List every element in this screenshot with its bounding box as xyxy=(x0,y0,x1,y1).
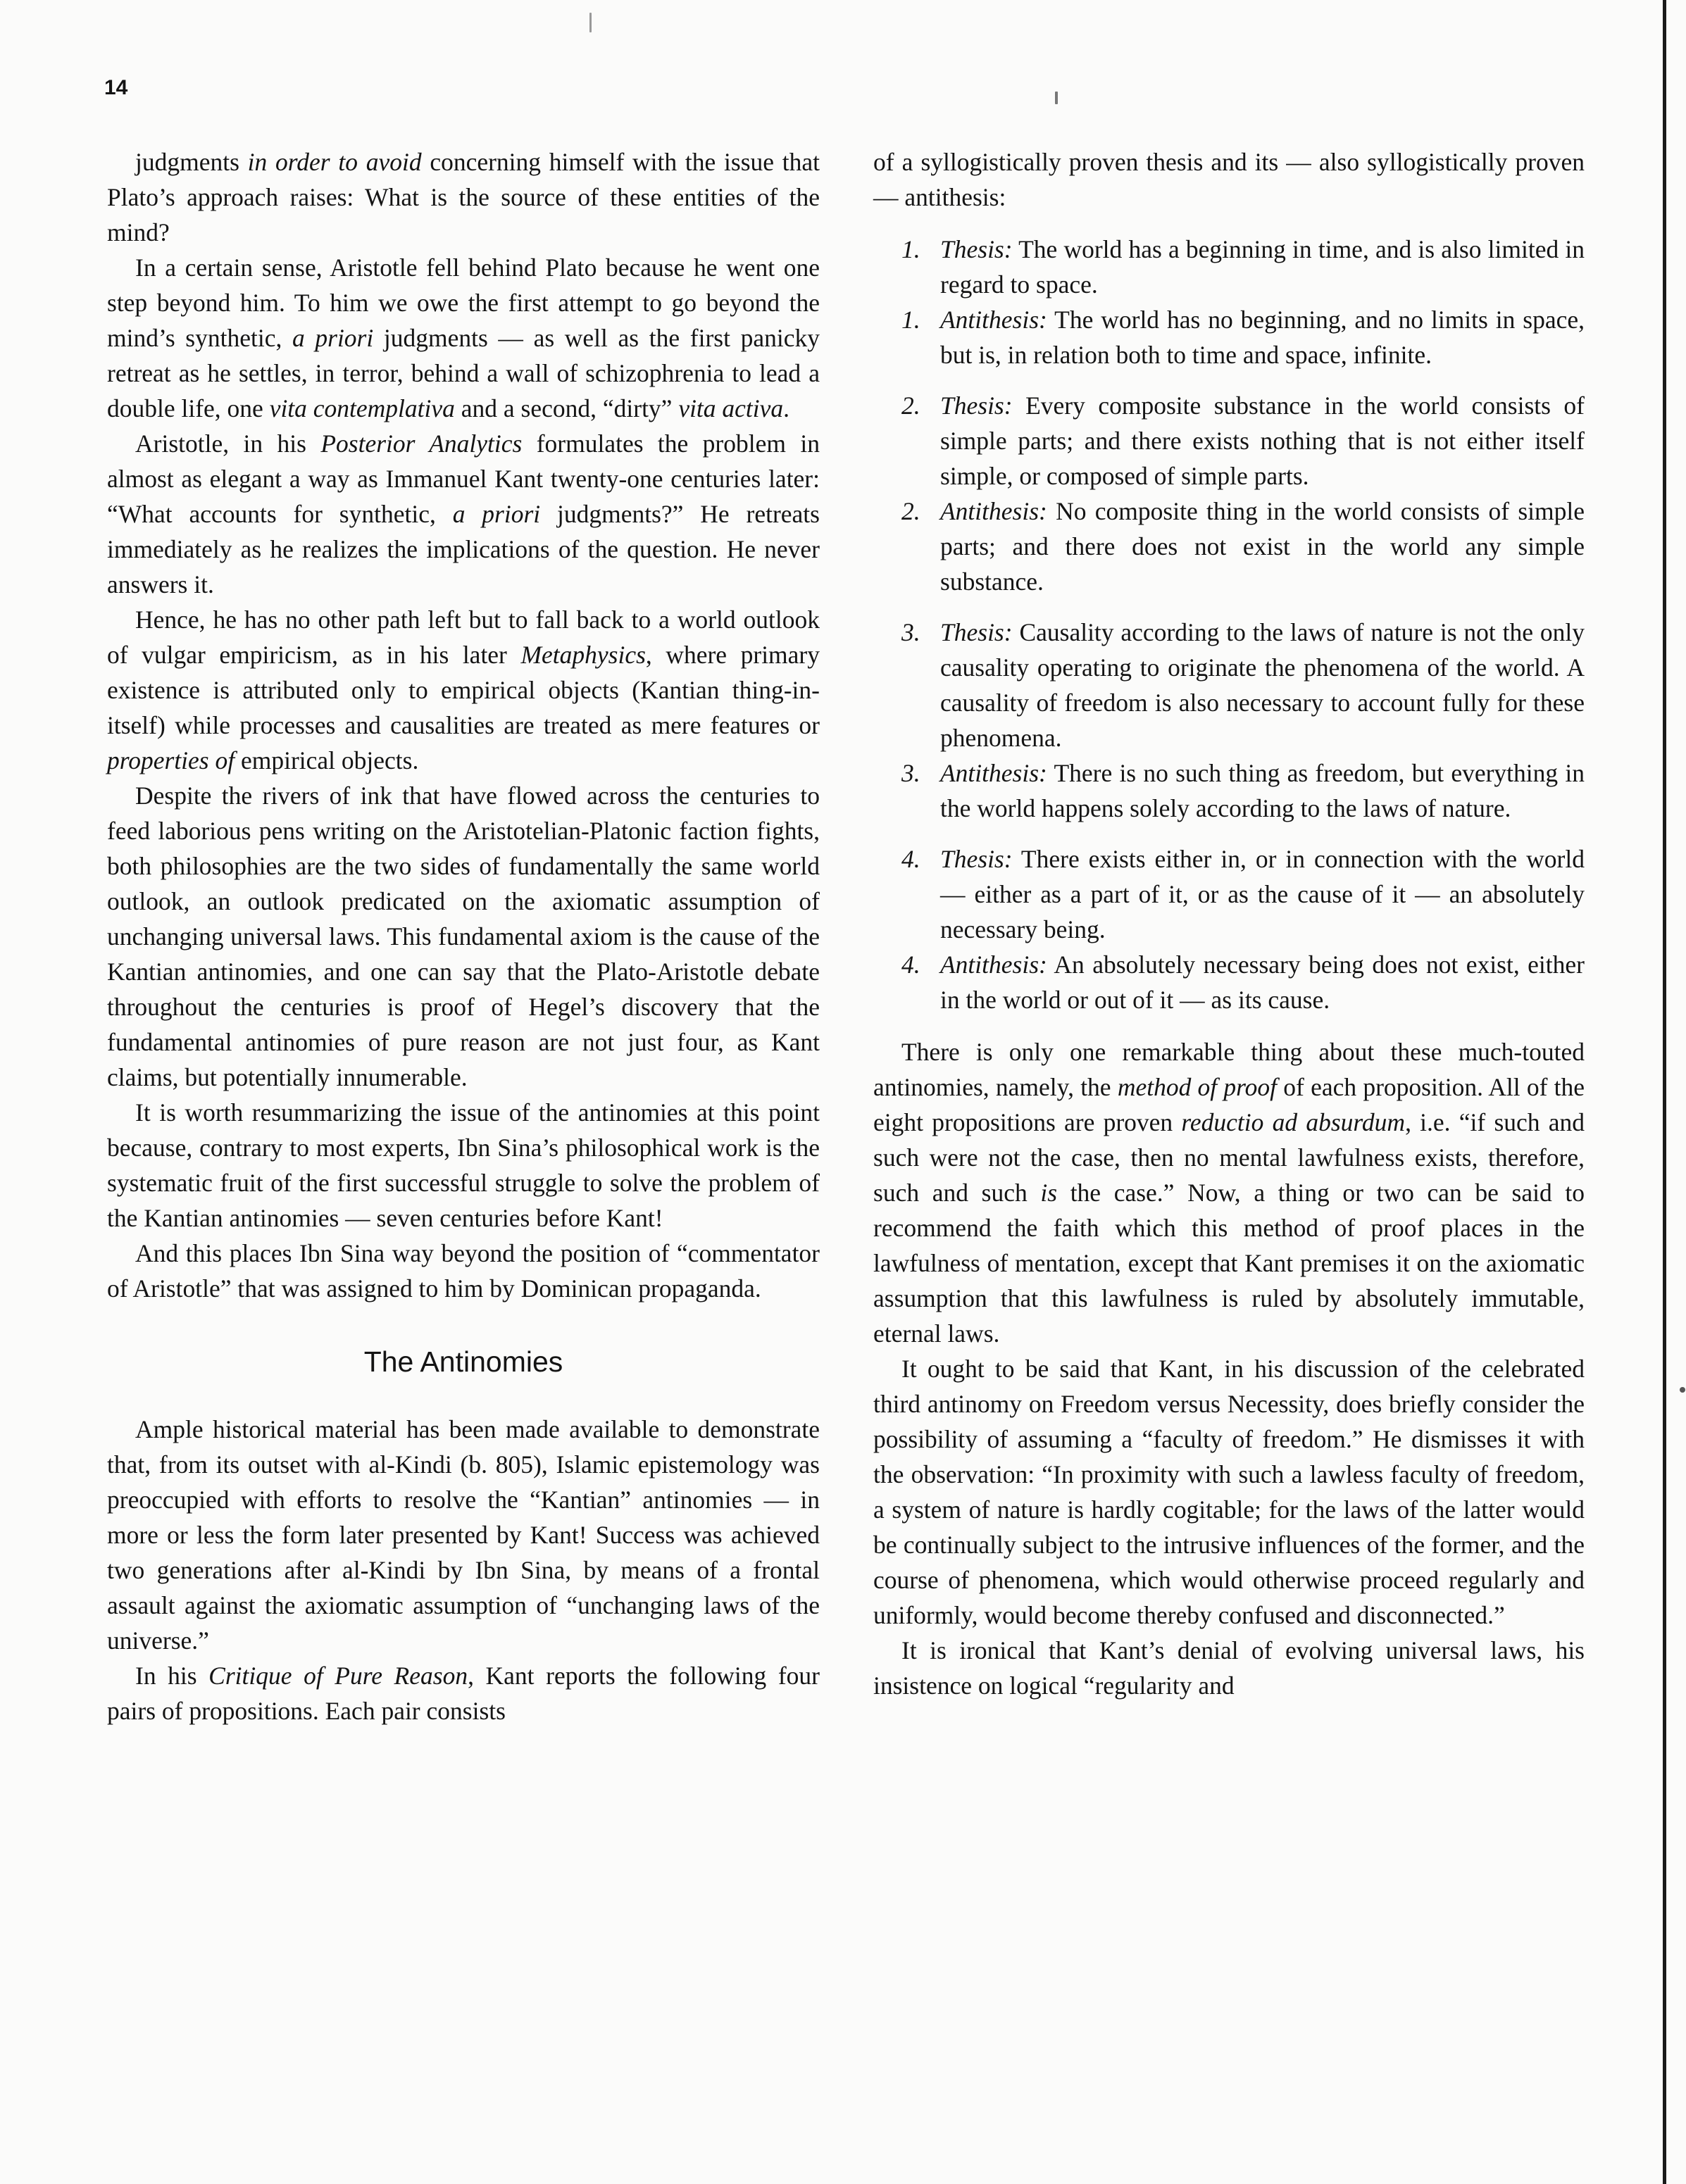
antinomy-number: 2. xyxy=(901,391,920,420)
antinomy-item xyxy=(873,388,1585,494)
text-run: It ought to be said that Kant, in his discussion of the celebrated third antinomy on Freedom versus Necessity, does briefly consider the possibility of assuming a “faculty of freedom.” He dismisses it with the observation: “In proximity with such a lawless faculty of freedom, a system of nature is hardly cogitable; for the laws of the latter would be continually subject to the intrusive influences of the former, and the course of phenomena, which would otherwise proceed regularly and uniformly, would become thereby confused and disconnected.” xyxy=(873,1355,1585,1629)
text-run: formulates the problem in almost as elegant a way as Immanuel Kant twenty-one centuries later: “What accounts for synthetic, xyxy=(107,429,820,528)
text-run: Aristotle, in his xyxy=(135,429,321,458)
text-run: There is only one remarkable thing about these much-touted antinomies, namely, the xyxy=(873,1038,1585,1101)
text-run: It is ironical that Kant’s denial of evolving universal laws, his insistence on logical “regularity and xyxy=(873,1636,1585,1700)
text-run: the case.” Now, a thing or two can be said to recommend the faith which this method of proof places in the lawfulness of mentation, except that Kant premises it on the axiomatic assumption that this lawfulness is ruled by absolutely immutable, eternal laws. xyxy=(873,1179,1585,1348)
antinomy-text: Every composite substance in the world consists of simple parts; and there exists nothing that is not either itself simple, or composed of simple parts. xyxy=(940,391,1585,490)
antinomy-text: Causality according to the laws of nature is not the only causality operating to originate the phenomena of the world. A causality of freedom is also necessary to account fully for these phenomena. xyxy=(940,618,1585,752)
antinomy-label: Thesis: xyxy=(940,618,1013,646)
italic-text: is xyxy=(1040,1179,1058,1207)
text-run: In his xyxy=(135,1662,209,1690)
scan-speck xyxy=(589,13,592,32)
text-run: concerning himself with the issue that Plato’s approach raises: What is the source of these entities of the mind? xyxy=(107,148,820,246)
antinomy-number: 4. xyxy=(901,845,920,873)
text-run: Ample historical material has been made available to demonstrate that, from its outset with al-Kindi (b. 805), Islamic epistemology was preoccupied with efforts to resolve the “Kantian” antinomies — in more or less the form later presented by Kant! Success was achieved two generations after al-Kindi by Ibn Sina, by means of a frontal assault against the axiomatic assumption of “unchanging laws of the universe.” xyxy=(107,1415,820,1655)
text-run: judgments xyxy=(135,148,248,176)
text-run: judgments — as well as the first panicky retreat as he settles, in terror, behind a wall of schizophrenia to lead a double life, one xyxy=(107,324,820,422)
body-paragraph xyxy=(107,1095,820,1236)
antinomy-item xyxy=(873,841,1585,947)
section-heading: The Antinomies xyxy=(363,1345,563,1378)
text-run: , Kant reports the following four pairs of propositions. Each pair consists xyxy=(107,1662,820,1725)
italic-text: vita activa xyxy=(678,394,784,422)
body-paragraph xyxy=(107,1658,820,1728)
antinomy-label: Antithesis: xyxy=(940,306,1047,334)
text-run: of each proposition. All of the eight propositions are proven xyxy=(873,1073,1585,1136)
antinomy-label: Thesis: xyxy=(940,391,1013,420)
body-paragraph xyxy=(107,778,820,1095)
antinomy-text: The world has no beginning, and no limits in space, but is, in relation both to time and space, infinite. xyxy=(940,306,1585,369)
italic-text: a priori xyxy=(452,500,541,528)
antinomy-item xyxy=(873,615,1585,755)
text-run: empirical objects. xyxy=(235,746,419,774)
antinomy-label: Antithesis: xyxy=(940,950,1047,979)
text-run: and a second, “dirty” xyxy=(454,394,679,422)
antinomy-number: 3. xyxy=(901,759,920,787)
antinomy-number: 1. xyxy=(901,235,920,263)
body-paragraph xyxy=(107,1412,820,1658)
body-paragraph xyxy=(107,144,820,250)
text-run: In a certain sense, Aristotle fell behind Plato because he went one step beyond him. To him we owe the first attempt to go beyond the mind’s synthetic, xyxy=(107,253,820,352)
antinomy-intro: of a syllogistically proven thesis and its — also syllogistically proven — antithesis: xyxy=(873,148,1585,211)
body-paragraph xyxy=(107,1236,820,1306)
text-run: , i.e. “if such and such were not the case, then no mental lawfulness exists, therefore, such and such xyxy=(873,1108,1585,1207)
antinomy-text: No composite thing in the world consists of simple parts; and there does not exist in the world any simple substance. xyxy=(940,497,1585,596)
text-run: Despite the rivers of ink that have flowed across the centuries to feed laborious pens writing on the Aristotelian-Platonic faction fights, both philosophies are the two sides of fundamentally the same world outlook, an outlook predicated on the axiomatic assumption of unchanging universal laws. This fundamental axiom is the cause of the Kantian antinomies, and one can say that the Plato-Aristotle debate throughout the centuries is proof of Hegel’s discovery that the fundamental antinomies of pure reason are not just four, as Kant claims, but potentially innumerable. xyxy=(107,782,820,1091)
antinomy-item xyxy=(873,494,1585,599)
page-edge-rule xyxy=(1663,0,1666,2184)
italic-text: in order to avoid xyxy=(247,148,422,176)
body-paragraph xyxy=(107,250,820,426)
antinomy-number: 2. xyxy=(901,497,920,525)
left-paragraphs-top xyxy=(107,144,820,1306)
antinomy-label: Thesis: xyxy=(940,235,1013,263)
antinomy-list xyxy=(873,232,1585,1017)
page-number: 14 xyxy=(104,76,128,99)
left-column xyxy=(107,144,820,1728)
scan-speck xyxy=(1680,1387,1685,1393)
body-paragraph xyxy=(107,602,820,778)
italic-text: Metaphysics xyxy=(520,641,646,669)
antinomy-label: Antithesis: xyxy=(940,497,1047,525)
antinomy-number: 4. xyxy=(901,950,920,979)
text-run: , where primary existence is attributed only to empirical objects (Kantian thing-in-itself) while processes and causalities are treated as mere features or xyxy=(107,641,820,739)
text-run: judgments?” He retreats immediately as he realizes the implications of the question. He never answers it. xyxy=(107,500,820,598)
italic-text: a priori xyxy=(292,324,374,352)
text-run: Hence, he has no other path left but to fall back to a world outlook of vulgar empiricism, as in his later xyxy=(107,605,820,669)
italic-text: properties of xyxy=(107,746,235,774)
antinomy-item xyxy=(873,755,1585,826)
italic-text: vita contemplativa xyxy=(269,394,455,422)
text-run: It is worth resummarizing the issue of the antinomies at this point because, contrary to most experts, Ibn Sina’s philosophical work is the systematic fruit of the first successful struggle to solve the problem of the Kantian antinomies — seven centuries before Kant! xyxy=(107,1098,820,1232)
antinomy-number: 1. xyxy=(901,306,920,334)
antinomy-text: The world has a beginning in time, and is also limited in regard to space. xyxy=(940,235,1585,299)
body-paragraph xyxy=(873,1351,1585,1633)
left-paragraphs-bottom xyxy=(107,1412,820,1728)
antinomy-text: There is no such thing as freedom, but everything in the world happens solely according to the laws of nature. xyxy=(940,759,1585,822)
text-run: And this places Ibn Sina way beyond the position of “commentator of Aristotle” that was assigned to him by Dominican propaganda. xyxy=(107,1239,820,1303)
italic-text: method of proof xyxy=(1117,1073,1278,1101)
body-paragraph xyxy=(873,1633,1585,1703)
right-paragraphs xyxy=(873,1034,1585,1703)
antinomy-item xyxy=(873,232,1585,302)
italic-text: Critique of Pure Reason xyxy=(208,1662,468,1690)
body-paragraph xyxy=(873,1034,1585,1351)
italic-text: reductio ad absurdum xyxy=(1181,1108,1406,1136)
antinomy-item xyxy=(873,947,1585,1017)
antinomy-text: There exists either in, or in connection with the world — either as a part of it, or as the cause of it — an absolutely necessary being. xyxy=(940,845,1585,943)
antinomy-label: Antithesis: xyxy=(940,759,1047,787)
antinomy-text: An absolutely necessary being does not exist, either in the world or out of it — as its cause. xyxy=(940,950,1585,1014)
text-run: . xyxy=(783,394,790,422)
antinomy-item xyxy=(873,302,1585,372)
body-paragraph xyxy=(107,426,820,602)
antinomy-label: Thesis: xyxy=(940,845,1013,873)
italic-text: Posterior Analytics xyxy=(320,429,523,458)
antinomy-number: 3. xyxy=(901,618,920,646)
scan-speck xyxy=(1055,92,1058,104)
right-column xyxy=(873,144,1585,1703)
